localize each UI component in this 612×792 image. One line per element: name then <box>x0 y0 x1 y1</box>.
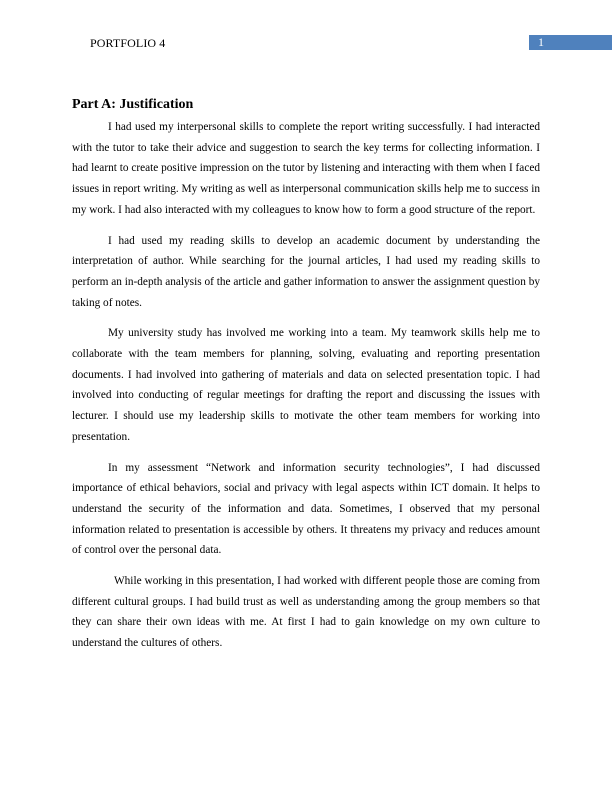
header-title: PORTFOLIO 4 <box>90 36 166 50</box>
paragraph-teamwork-skills: My university study has involved me working into a team. My teamwork skills help me to collaborate with the team members for planning, solving, evaluating and reporting presentation documents. I had involved into gathering of materials and data on selected presentation topic. I had involved into conducting of regular meetings for drafting the report and discussing the issues with lecturer. I should use my leadership skills to motivate the other team members for working into presentation. <box>72 327 540 443</box>
paragraph-ethics-privacy: In my assessment “Network and information security technologies”, I had discussed importance of ethical behaviors, social and privacy with legal aspects within ICT domain. It helps to understand the security of the information and data. Sometimes, I observed that my personal information related to presentation is accessible by others. It threatens my privacy and reduces amount of control over the personal data. <box>72 461 540 557</box>
section-heading: Part A: Justification <box>72 97 194 112</box>
document-body <box>72 96 540 664</box>
paragraph-reading-skills: I had used my reading skills to develop an academic document by understanding the interpretation of author. While searching for the journal articles, I had used my reading skills to perform an in-depth analysis of the article and gather information to answer the assignment question by taking of notes. <box>72 234 540 309</box>
paragraph-cultural-diversity: While working in this presentation, I had worked with different people those are coming from different cultural groups. I had build trust as well as understanding among the group members so that they can share their own ideas with me. At first I had to gain knowledge on my own culture to understand the cultures of others. <box>72 575 540 650</box>
paragraph-interpersonal-skills: I had used my interpersonal skills to complete the report writing successfully. I had interacted with the tutor to take their advice and suggestion to search the key terms for collecting information. I had learnt to create positive impression on the tutor by listening and interacting with them when I faced issues in report writing. My writing as well as interpersonal communication skills help me to success in my work. I had also interacted with my colleagues to know how to form a good structure of the report. <box>72 121 540 216</box>
page-number: 1 <box>529 35 612 50</box>
